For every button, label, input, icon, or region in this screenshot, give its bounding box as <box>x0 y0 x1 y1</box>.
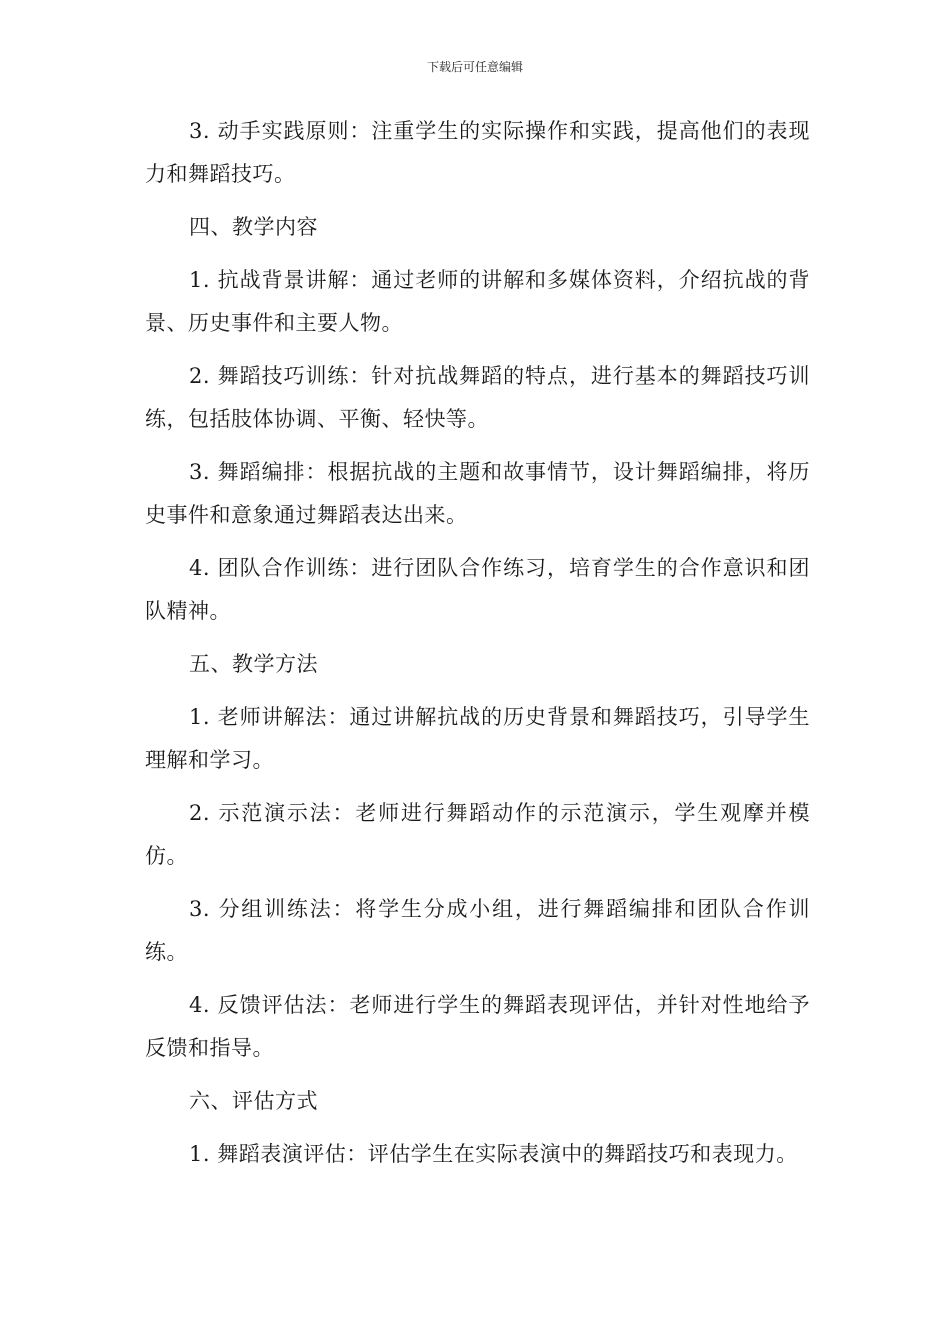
paragraph: 3. 分组训练法：将学生分成小组，进行舞蹈编排和团队合作训练。 <box>145 897 810 964</box>
paragraph: 2. 示范演示法：老师进行舞蹈动作的示范演示，学生观摩并模仿。 <box>145 801 810 868</box>
page-header-note: 下载后可任意编辑 <box>426 60 523 74</box>
paragraph: 1. 老师讲解法：通过讲解抗战的历史背景和舞蹈技巧，引导学生理解和学习。 <box>145 705 810 772</box>
paragraph: 2. 舞蹈技巧训练：针对抗战舞蹈的特点，进行基本的舞蹈技巧训练，包括肢体协调、平衡、轻快等。 <box>145 364 810 431</box>
paragraph: 1. 抗战背景讲解：通过老师的讲解和多媒体资料，介绍抗战的背景、历史事件和主要人物。 <box>145 268 810 335</box>
paragraph: 4. 反馈评估法：老师进行学生的舞蹈表现评估，并针对性地给予反馈和指导。 <box>145 993 810 1060</box>
section-heading: 六、评估方式 <box>189 1089 318 1113</box>
paragraph: 1. 舞蹈表演评估：评估学生在实际表演中的舞蹈技巧和表现力。 <box>189 1142 798 1166</box>
paragraph: 4. 团队合作训练：进行团队合作练习，培育学生的合作意识和团队精神。 <box>145 556 810 623</box>
section-heading: 四、教学内容 <box>189 215 318 239</box>
paragraph: 3. 舞蹈编排：根据抗战的主题和故事情节，设计舞蹈编排，将历史事件和意象通过舞蹈表达出来。 <box>145 460 810 527</box>
section-heading: 五、教学方法 <box>189 652 318 676</box>
paragraph: 3. 动手实践原则：注重学生的实际操作和实践，提高他们的表现力和舞蹈技巧。 <box>145 119 810 186</box>
document-body <box>145 110 810 1186</box>
